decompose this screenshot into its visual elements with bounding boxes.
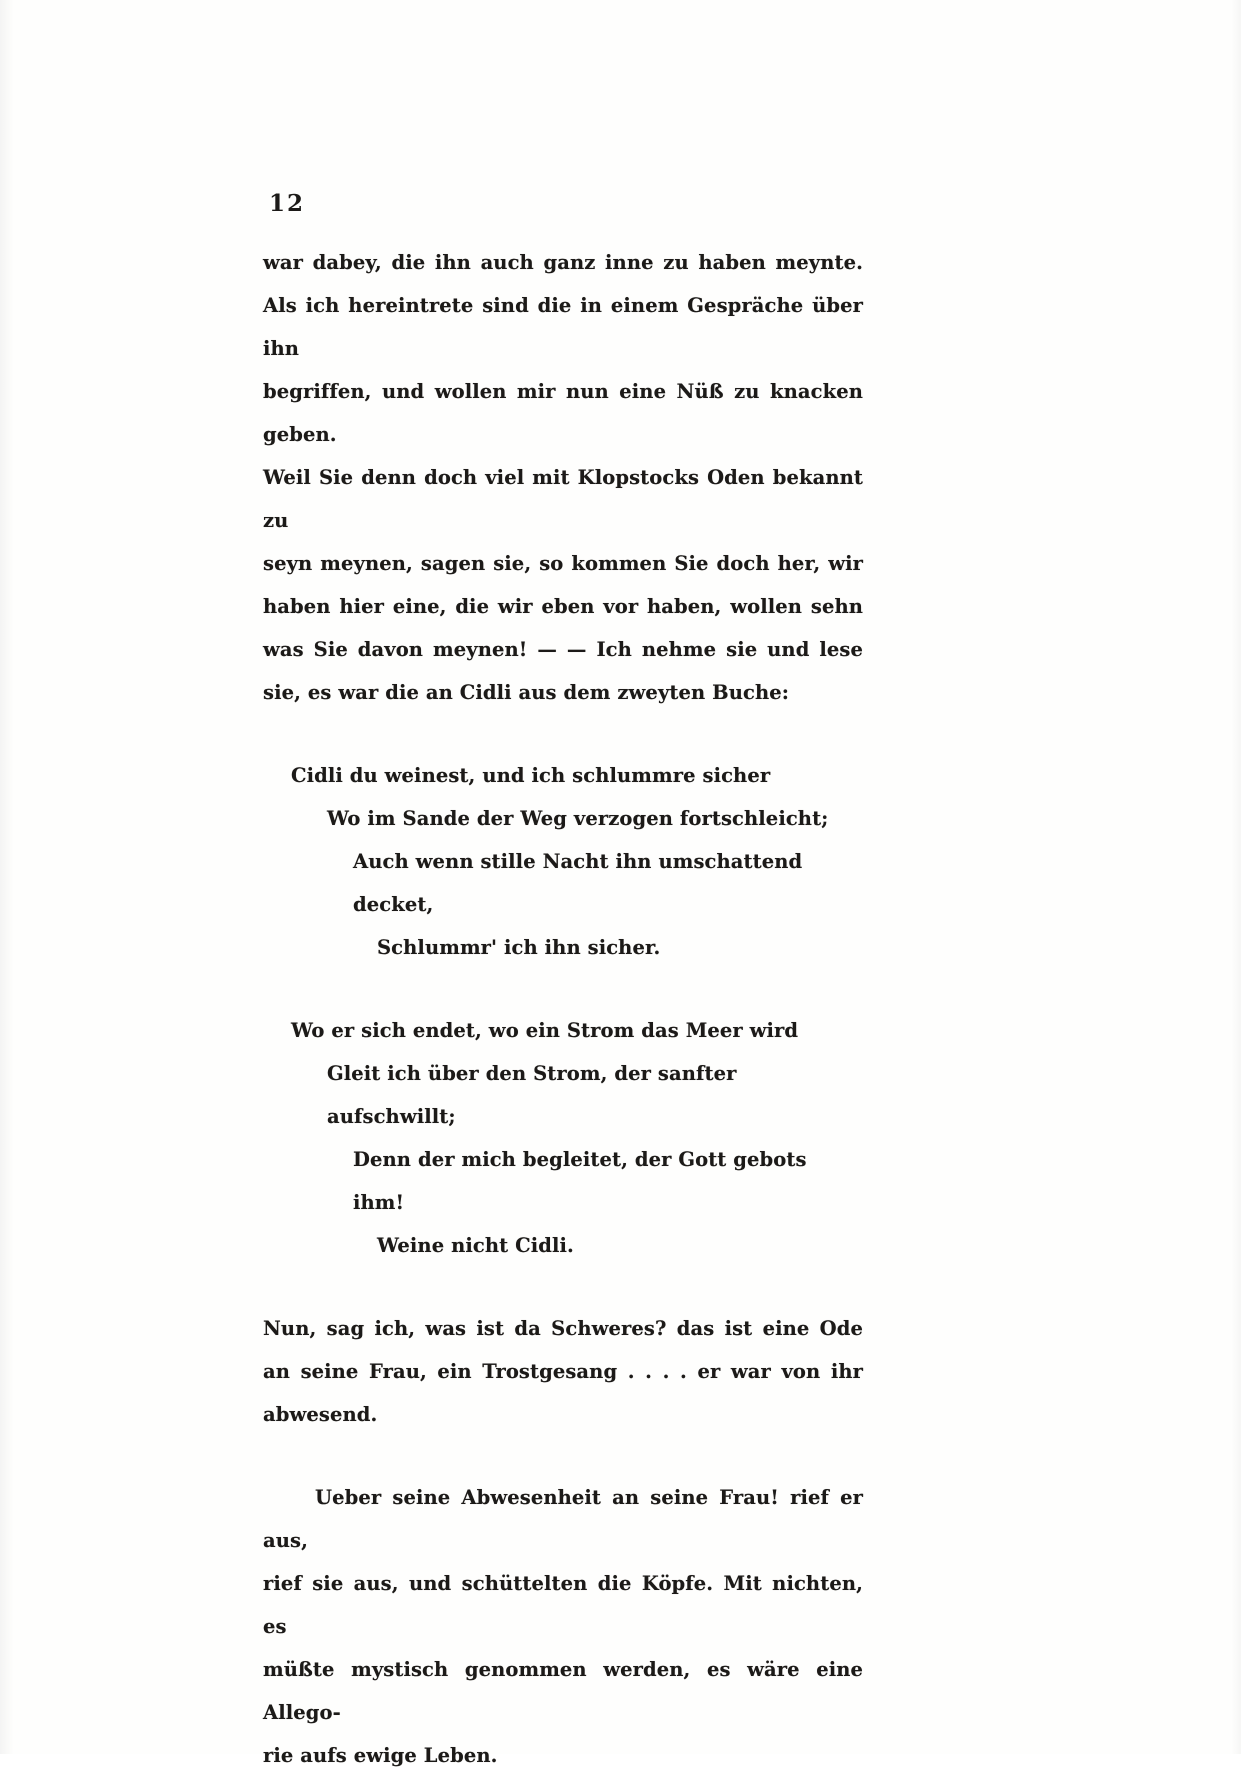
poem-line: Gleit ich über den Strom, der sanfter aufschwillt; <box>327 1062 737 1128</box>
text-line: rief sie aus, und schüttelten die Köpfe. Mit nichten, es <box>263 1572 863 1638</box>
text-line: Als ich hereintrete sind die in einem Gespräche über ihn <box>263 294 863 360</box>
page-number: 12 <box>269 190 306 217</box>
paragraph-comment <box>263 1307 863 1436</box>
poem-line: Weine nicht Cidli. <box>377 1234 574 1257</box>
ode-stanza-1 <box>263 754 863 969</box>
text-line: sie, es war die an Cidli aus dem zweyten Buche: <box>263 681 790 704</box>
text-line: war dabey, die ihn auch ganz inne zu haben meynte. <box>263 251 863 274</box>
poem-line: Schlummr' ich ihn sicher. <box>377 936 661 959</box>
text-line: was Sie davon meynen! — — Ich nehme sie und lese <box>263 638 863 661</box>
text-line: begriffen, und wollen mir nun eine Nüß zu knacken geben. <box>263 380 863 446</box>
poem-line: Wo er sich endet, wo ein Strom das Meer wird <box>291 1019 799 1042</box>
text-line: an seine Frau, ein Trostgesang . . . . er war von ihr <box>263 1360 863 1383</box>
poem-line: Wo im Sande der Weg verzogen fortschleicht; <box>327 807 829 830</box>
text-line: Nun, sag ich, was ist da Schweres? das ist eine Ode <box>263 1317 863 1340</box>
poem-line: Auch wenn stille Nacht ihn umschattend decket, <box>353 850 803 916</box>
text-line: haben hier eine, die wir eben vor haben, wollen sehn <box>263 595 863 618</box>
paragraph-intro <box>263 241 863 714</box>
poem-line: Denn der mich begleitet, der Gott gebots ihm! <box>353 1148 807 1214</box>
text-line: abwesend. <box>263 1403 378 1426</box>
text-block <box>263 190 863 1777</box>
paragraph-closing <box>263 1476 863 1777</box>
poem-line: Cidli du weinest, und ich schlummre sicher <box>291 764 771 787</box>
text-line: Ueber seine Abwesenheit an seine Frau! rief er aus, <box>263 1486 863 1552</box>
text-line: seyn meynen, sagen sie, so kommen Sie doch her, wir <box>263 552 863 575</box>
text-line: Weil Sie denn doch viel mit Klopstocks Oden bekannt zu <box>263 466 863 532</box>
ode-stanza-2 <box>263 1009 863 1267</box>
text-line: müßte mystisch genommen werden, es wäre eine Allego- <box>263 1658 863 1724</box>
text-line: rie aufs ewige Leben. <box>263 1744 498 1767</box>
